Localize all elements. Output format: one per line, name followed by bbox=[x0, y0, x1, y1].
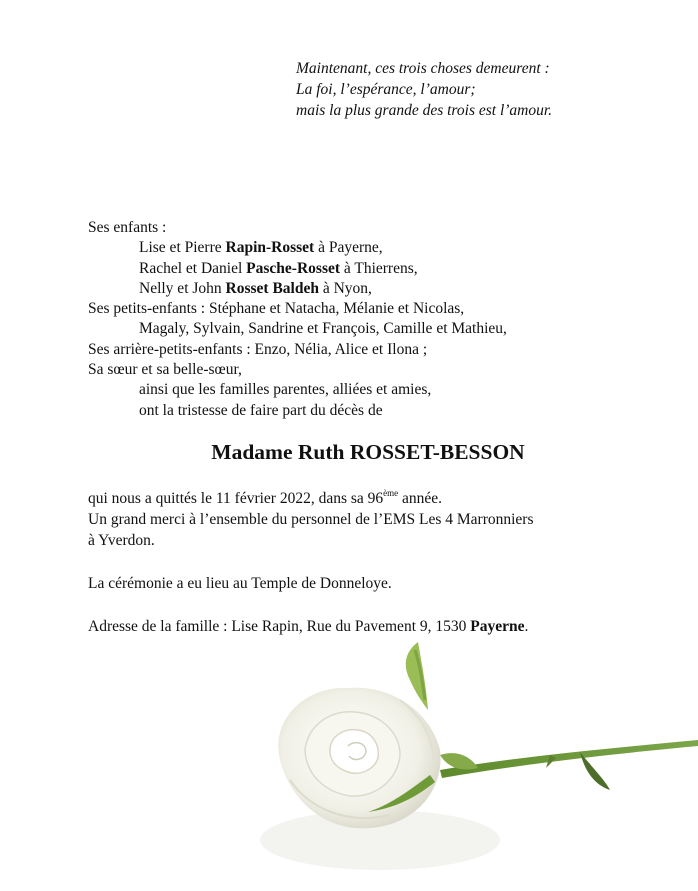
family-list bbox=[88, 218, 507, 421]
address-city: Payerne bbox=[470, 618, 525, 635]
child-entry: Lise et Pierre Rapin-Rosset à Payerne, bbox=[139, 239, 383, 257]
family-address: Adresse de la famille : Lise Rapin, Rue du Pavement 9, 1530 Payerne. bbox=[88, 618, 529, 635]
thanks-line: à Yverdon. bbox=[88, 532, 155, 549]
deceased-name: Madame Ruth ROSSET-BESSON bbox=[211, 440, 525, 464]
grandchildren-line: Ses petits-enfants : Stéphane et Natacha, Mélanie et Nicolas, bbox=[88, 300, 465, 318]
rose-stem bbox=[440, 740, 698, 778]
obituary-details bbox=[88, 488, 534, 637]
great-grandchildren-line: Ses arrière-petits-enfants : Enzo, Nélia, Alice et Ilona ; bbox=[88, 340, 428, 358]
quote-line: La foi, l’espérance, l’amour; bbox=[296, 81, 476, 98]
quote-line: mais la plus grande des trois est l’amour. bbox=[296, 102, 553, 119]
scripture-quote bbox=[296, 58, 552, 121]
ceremony-line: La cérémonie a eu lieu au Temple de Donneloye. bbox=[88, 575, 392, 592]
child-entry: Rachel et Daniel Pasche-Rosset à Thierrens, bbox=[139, 259, 418, 277]
grandchildren-line: Magaly, Sylvain, Sandrine et François, Camille et Mathieu, bbox=[139, 320, 507, 338]
announcement-line: ont la tristesse de faire part du décès de bbox=[139, 401, 383, 419]
child-surname: Rosset Baldeh bbox=[225, 279, 319, 297]
quote-line: Maintenant, ces trois choses demeurent : bbox=[296, 60, 550, 77]
children-label: Ses enfants : bbox=[88, 219, 167, 236]
child-entry: Nelly et John Rosset Baldeh à Nyon, bbox=[139, 279, 372, 297]
white-rose-image bbox=[250, 640, 698, 891]
death-date-line: qui nous a quittés le 11 février 2022, dans sa 96ème année. bbox=[88, 488, 443, 507]
child-surname: Pasche-Rosset bbox=[246, 259, 341, 277]
sister-line: Sa sœur et sa belle-sœur, bbox=[88, 361, 242, 379]
child-surname: Rapin-Rosset bbox=[225, 239, 315, 257]
thanks-line: Un grand merci à l’ensemble du personnel de l’EMS Les 4 Marronniers bbox=[88, 511, 534, 528]
relatives-line: ainsi que les familles parentes, alliées et amies, bbox=[139, 381, 432, 399]
